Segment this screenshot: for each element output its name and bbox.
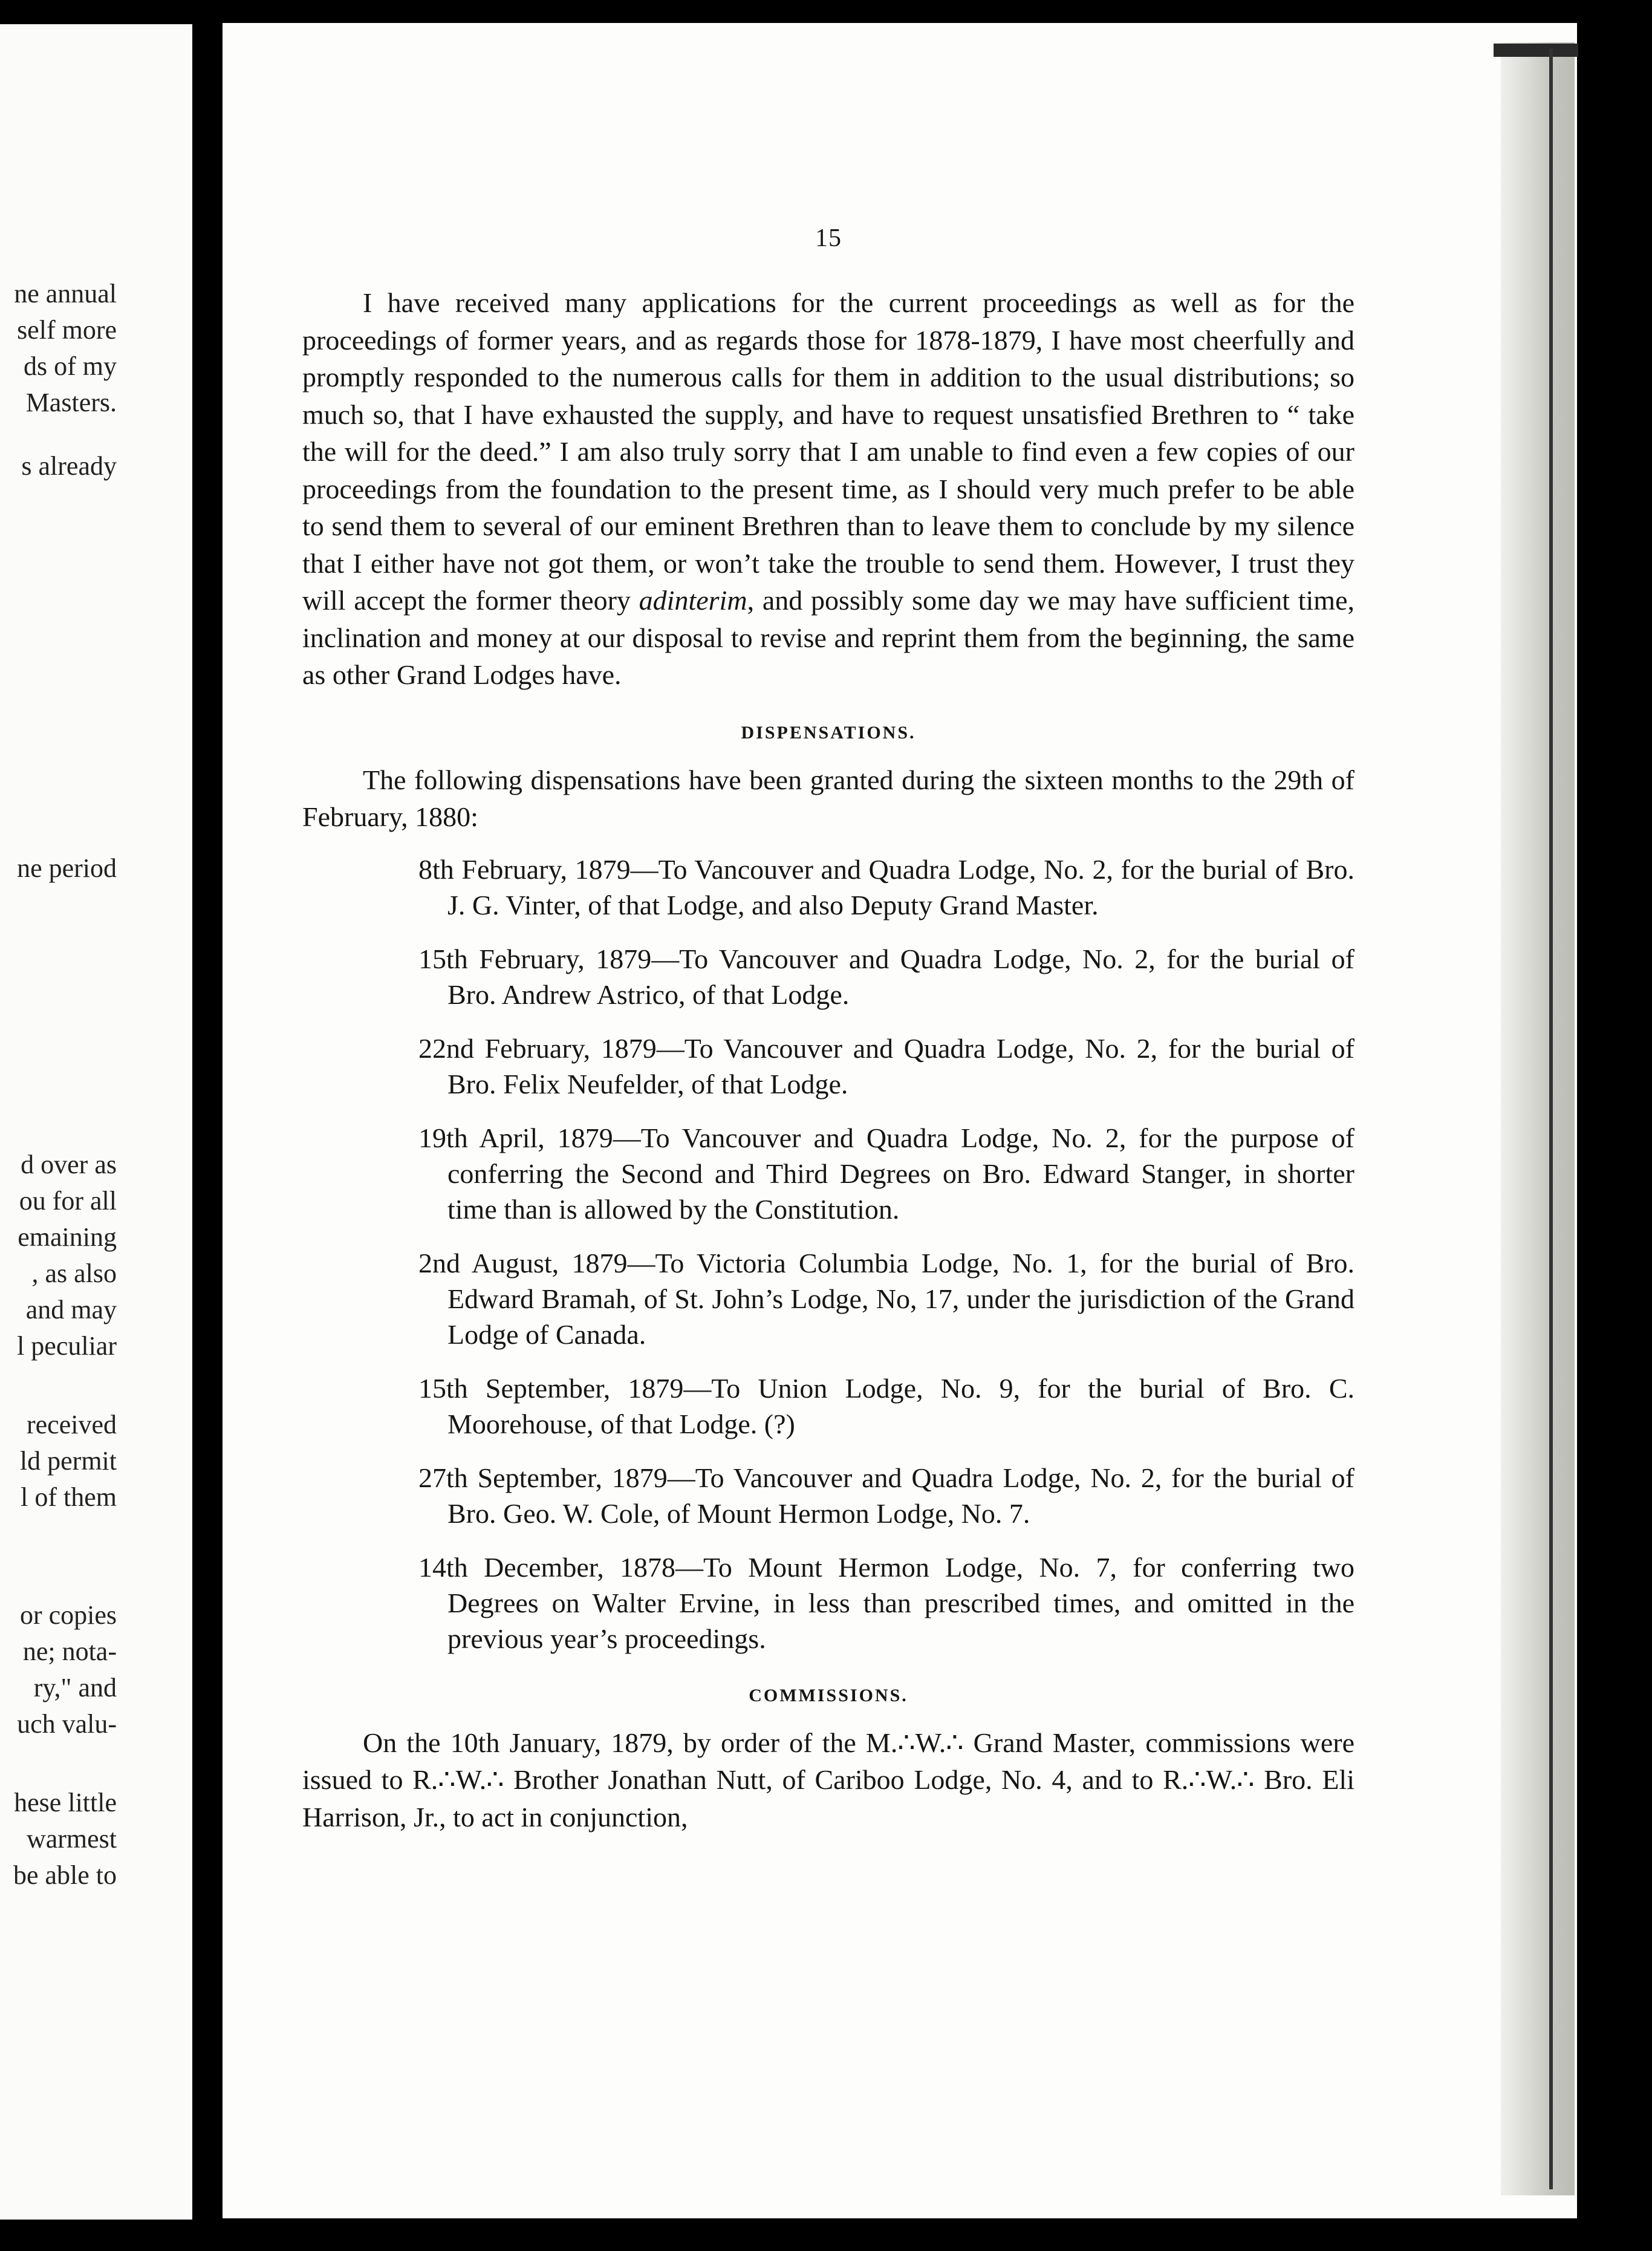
dispensation-entry: 2nd August, 1879—To Victoria Columbia Lodge, No. 1, for the burial of Bro. Edward Bramah, of St. John’s Lodge, No, 17, under the jurisdiction of the Grand Lodge of Canada.	[418, 1247, 1354, 1350]
facing-page-line: self more	[17, 315, 117, 345]
intro-paragraph	[302, 284, 1354, 694]
facing-page-line: uch valu-	[17, 1709, 117, 1739]
facing-page-line: ds of my	[24, 351, 117, 381]
intro-italic: adinterim	[639, 585, 747, 616]
facing-page-line: or copies	[19, 1600, 117, 1630]
facing-page-line: warmest	[26, 1824, 117, 1854]
facing-page-line: emaining	[18, 1222, 117, 1252]
facing-page-line: received	[27, 1410, 117, 1439]
dispensation-entry: 22nd February, 1879—To Vancouver and Quadra Lodge, No. 2, for the burial of Bro. Felix Neufelder, of that Lodge.	[418, 1032, 1354, 1099]
facing-page-line: s already	[21, 451, 117, 481]
page-text	[302, 224, 1354, 1836]
dispensation-entry: 14th December, 1878—To Mount Hermon Lodge, No. 7, for conferring two Degrees on Walter Ervine, in less than prescribed times, and omitted in the previous year’s proceedings.	[418, 1551, 1354, 1654]
dispensations-heading: DISPENSATIONS.	[741, 722, 916, 743]
facing-page-line: d over as	[21, 1150, 117, 1179]
dispensation-entry: 8th February, 1879—To Vancouver and Quadra Lodge, No. 2, for the burial of Bro. J. G. Vinter, of that Lodge, and also Deputy Grand Master.	[418, 853, 1354, 920]
dispensations-lead: The following dispensations have been granted during the sixteen months to the 29th of February, 1880:	[302, 764, 1354, 832]
commissions-paragraph: On the 10th January, 1879, by order of the M.∴W.∴ Grand Master, commissions were issued to R.∴W.∴ Brother Jonathan Nutt, of Cariboo Lodge, No. 4, and to R.∴W.∴ Bro. Eli Harrison, Jr., to act in conjunction,	[302, 1727, 1354, 1832]
facing-page-line: ld permit	[19, 1446, 117, 1476]
intro-text-end: , and possibly some day we may have sufficient time, inclination and money at our disposal to revise and reprint them from the beginning, the same as other Grand Lodges have.	[302, 585, 1354, 690]
facing-page-line: Masters.	[25, 388, 117, 417]
page-edge-top	[1494, 44, 1578, 57]
facing-page-line: ne annual	[14, 279, 117, 308]
facing-page-line: l peculiar	[17, 1331, 117, 1361]
dispensations-list	[302, 852, 1354, 1656]
facing-page-line: ne period	[17, 853, 117, 883]
facing-page-line: ou for all	[19, 1186, 117, 1216]
commissions-heading: COMMISSIONS.	[749, 1685, 908, 1705]
intro-text: I have received many applications for the current proceedings as well as for the proceedings of former years, and as regards those for 1878-1879, I have most cheerfully and promptly responded to the numerous calls for them in addition to the usual distributions; so much so, that I have exhausted the supply, and have to request unsatisfied Brethren to “ take the will for the deed.” I am also truly sorry that I am unable to find even a few copies of our proceedings from the foundation to the present time, as I should very much prefer to be able to send them to several of our eminent Brethren than to leave them to conclude by my silence that I either have not got them, or won’t take the trouble to send them. However, I trust they will accept the former theory	[302, 287, 1354, 616]
facing-page-line: ne; nota-	[22, 1637, 117, 1666]
facing-page-line: and may	[25, 1295, 117, 1324]
dispensation-entry: 15th February, 1879—To Vancouver and Quadra Lodge, No. 2, for the burial of Bro. Andrew Astrico, of that Lodge.	[418, 943, 1354, 1010]
facing-page-fragment	[0, 24, 192, 2220]
page-edge	[1501, 42, 1575, 2195]
dispensation-entry: 19th April, 1879—To Vancouver and Quadra Lodge, No. 2, for the purpose of conferring the Second and Third Degrees on Bro. Edward Stanger, in shorter time than is allowed by the Constitution.	[418, 1122, 1354, 1225]
dispensation-entry: 15th September, 1879—To Union Lodge, No. 9, for the burial of Bro. C. Moorehouse, of that Lodge. (?)	[418, 1372, 1354, 1439]
facing-page-line: be able to	[13, 1860, 117, 1890]
facing-page-line: hese little	[14, 1788, 117, 1817]
facing-page-line: l of them	[21, 1482, 117, 1512]
facing-page-line: , as also	[31, 1259, 117, 1288]
page-edge-line	[1549, 48, 1553, 2189]
facing-page-line: ry," and	[33, 1673, 117, 1702]
dispensation-entry: 27th September, 1879—To Vancouver and Quadra Lodge, No. 2, for the burial of Bro. Geo. W. Cole, of Mount Hermon Lodge, No. 7.	[418, 1462, 1354, 1529]
page-number: 15	[815, 224, 842, 252]
